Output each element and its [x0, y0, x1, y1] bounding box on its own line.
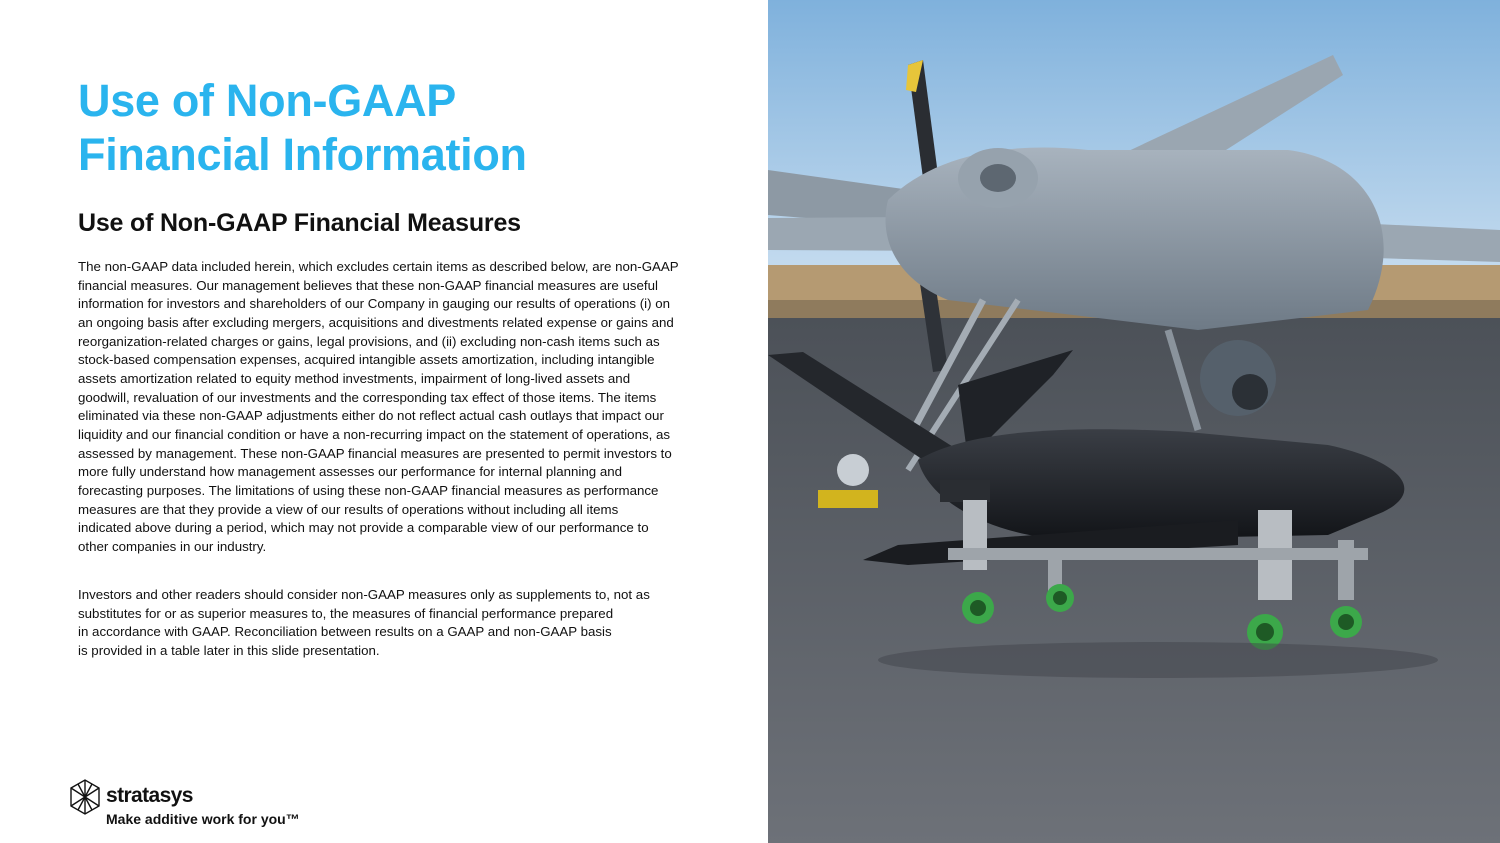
- brand-name: stratasys: [106, 784, 193, 807]
- paragraph-line: more fully understand how management assesses our performance for internal planning and: [78, 464, 623, 480]
- paragraph-line: substitutes for or as superior measures to, the measures of financial performance prepared: [78, 605, 614, 621]
- paragraph-line: financial measures. Our management believes that these non-GAAP financial measures are useful: [78, 277, 658, 293]
- stratasys-logo: [68, 778, 328, 828]
- paragraph-line: assets amortization related to equity method investments, impairment of long-lived assets and: [78, 370, 631, 386]
- paragraph-line: liquidity and our financial condition or have a non-recurring impact on the statement of operations, as: [78, 426, 671, 442]
- tagline: Make additive work for you™: [106, 811, 300, 827]
- paragraph-line: assessed by management. These non-GAAP financial measures are presented to permit investors to: [78, 445, 672, 461]
- section-heading: Use of Non-GAAP Financial Measures: [78, 209, 521, 237]
- stratasys-logo-icon: [68, 778, 102, 816]
- paragraph-2: [78, 586, 718, 661]
- paragraph-line: stock-based compensation expenses, acquired intangible assets amortization, including intangible: [78, 352, 655, 368]
- paragraph-line: is provided in a table later in this slide presentation.: [78, 642, 380, 658]
- paragraph-line: reorganization-related charges or gains, legal provisions, and (ii) excluding non-cash items such as: [78, 333, 660, 349]
- paragraph-line: measures are that they provide a view of our results of operations without including all items: [78, 501, 619, 517]
- paragraph-line: information for investors and shareholders of our Company in gauging our results of operations (i) on: [78, 296, 671, 312]
- paragraph-line: other companies in our industry.: [78, 538, 267, 554]
- paragraph-line: Investors and other readers should consider non-GAAP measures only as supplements to, not as: [78, 587, 650, 602]
- paragraph-line: in accordance with GAAP. Reconciliation between results on a GAAP and non-GAAP basis: [78, 624, 612, 640]
- paragraph-line: goodwill, revaluation of our investments and the corresponding tax effect of those items. The items: [78, 389, 657, 405]
- slide-title-line-1: Use of Non-GAAP: [78, 75, 457, 126]
- paragraph-line: an ongoing basis after excluding mergers, acquisitions and divestments related expense or gains and: [78, 314, 674, 330]
- slide-title: [78, 74, 527, 182]
- slide-title-line-2: Financial Information: [78, 129, 527, 180]
- drone-aircraft-photo: [768, 0, 1500, 843]
- paragraph-line: The non-GAAP data included herein, which excludes certain items as described below, are non-GAAP: [78, 259, 679, 274]
- paragraph-1: [78, 258, 718, 557]
- paragraph-line: forecasting purposes. The limitations of using these non-GAAP financial measures as performance: [78, 482, 659, 498]
- paragraph-line: indicated above during a period, which may not provide a comparable view of our performance to: [78, 520, 649, 536]
- paragraph-line: eliminated via these non-GAAP adjustments either do not reflect actual cash outlays that impact our: [78, 408, 664, 424]
